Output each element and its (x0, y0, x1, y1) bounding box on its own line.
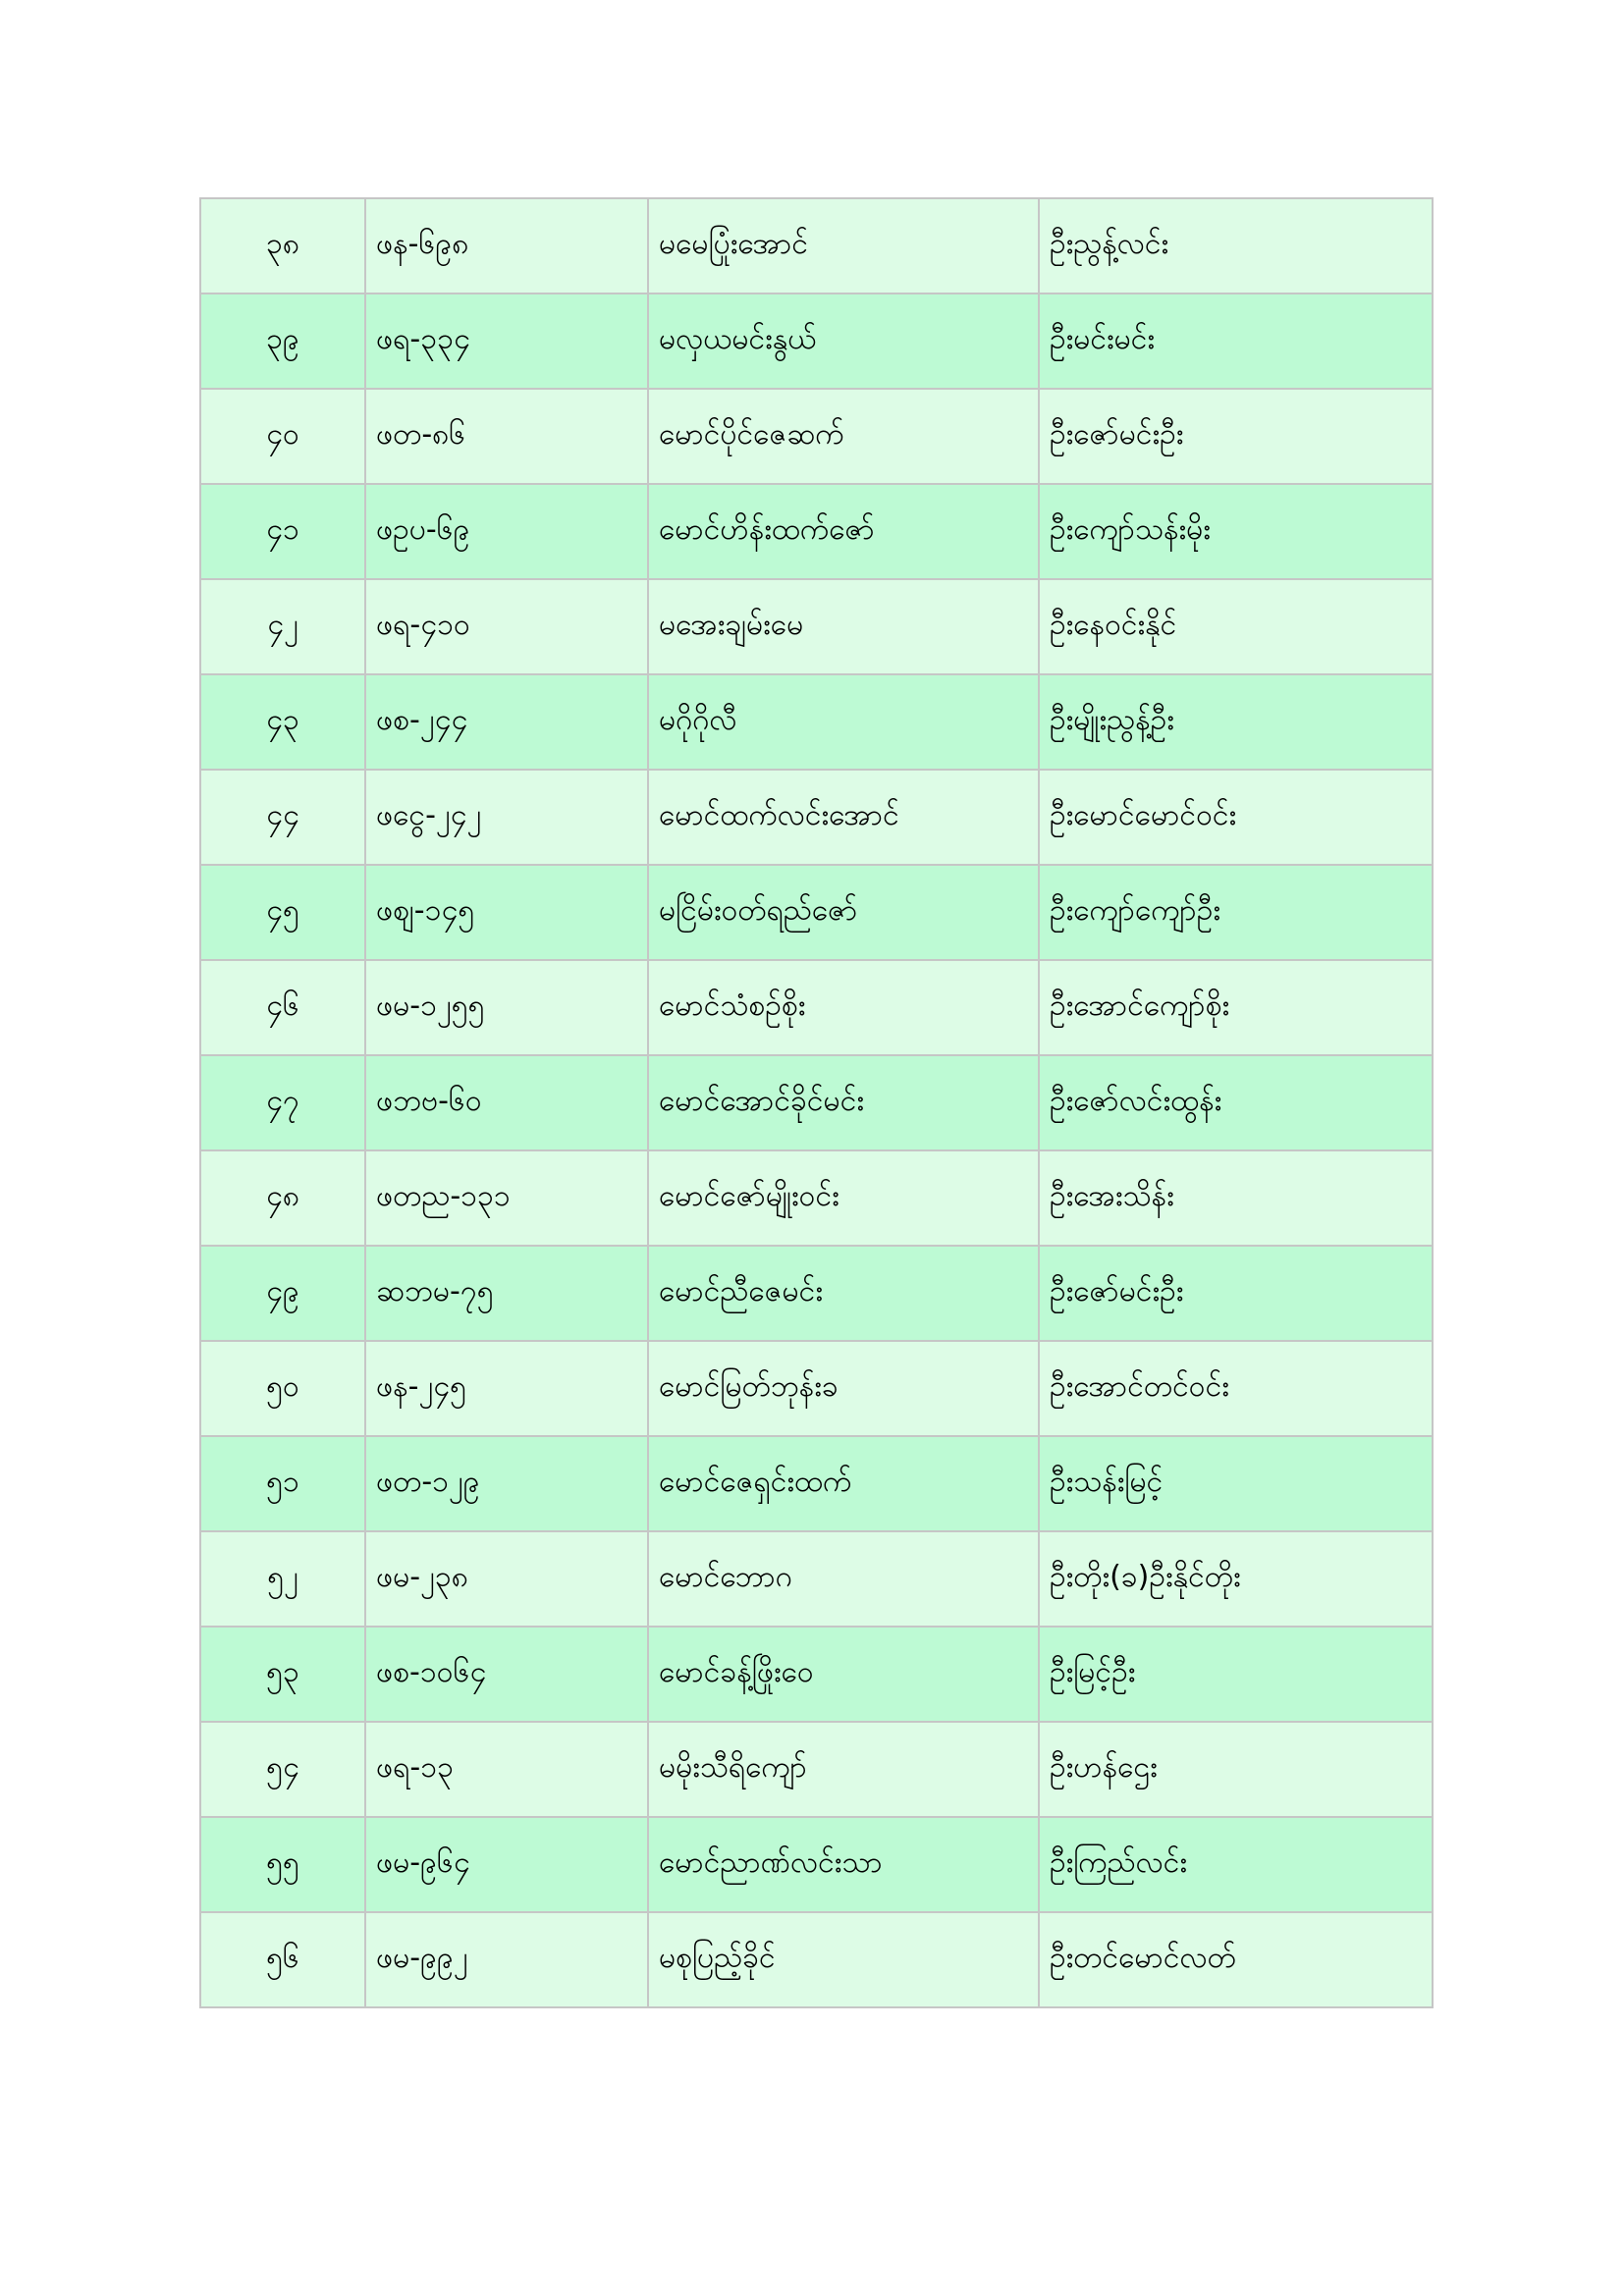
student-name-cell: မလှယမင်းနွယ် (648, 294, 1039, 389)
row-number-cell: ၃၈ (200, 198, 365, 294)
student-name-cell: မောင်ဇေရှင်းထက် (648, 1436, 1039, 1531)
father-name-cell: ဦးအေးသိန်း (1039, 1150, 1433, 1246)
registration-number-cell: ဖန-၂၄၅ (365, 1341, 648, 1436)
table-row (200, 674, 1433, 770)
student-name-cell: မောင်မြတ်ဘုန်းခ (648, 1341, 1039, 1436)
table-row (200, 1246, 1433, 1341)
table-row (200, 1722, 1433, 1817)
table-row (200, 865, 1433, 960)
registration-number-cell: ဖန-၆၉၈ (365, 198, 648, 294)
table-row (200, 1341, 1433, 1436)
student-name-cell: မောင်ဘောဂ (648, 1531, 1039, 1627)
table-row (200, 389, 1433, 484)
row-number-cell: ၄၂ (200, 579, 365, 674)
student-name-cell: မောင်ညီဇေမင်း (648, 1246, 1039, 1341)
father-name-cell: ဦးကြည်လင်း (1039, 1817, 1433, 1912)
row-number-cell: ၄၇ (200, 1055, 365, 1150)
student-name-cell: မဂိုဂိုလီ (648, 674, 1039, 770)
father-name-cell: ဦးဇော်မင်းဦး (1039, 1246, 1433, 1341)
row-number-cell: ၅၆ (200, 1912, 365, 2007)
table-row (200, 1055, 1433, 1150)
father-name-cell: ဦးသန်းမြင့် (1039, 1436, 1433, 1531)
father-name-cell: ဦးမျိုးညွန့်ဦး (1039, 674, 1433, 770)
registration-number-cell: ဖစ-၂၄၄ (365, 674, 648, 770)
row-number-cell: ၄၄ (200, 770, 365, 865)
row-number-cell: ၄၈ (200, 1150, 365, 1246)
registration-number-cell: ဖမ-၂၃၈ (365, 1531, 648, 1627)
father-name-cell: ဦးတိုး(ခ)ဦးနိုင်တိုး (1039, 1531, 1433, 1627)
registration-number-cell: ဖစျ-၁၄၅ (365, 865, 648, 960)
registration-number-cell: ဖမ-၉၉၂ (365, 1912, 648, 2007)
student-roster-table (199, 197, 1434, 2008)
row-number-cell: ၄၃ (200, 674, 365, 770)
registration-number-cell: ဖရ-၃၃၄ (365, 294, 648, 389)
row-number-cell: ၄၅ (200, 865, 365, 960)
row-number-cell: ၃၉ (200, 294, 365, 389)
student-name-cell: မောင်ဟိန်းထက်ဇော် (648, 484, 1039, 579)
student-name-cell: မမိုးသီရိကျော် (648, 1722, 1039, 1817)
student-name-cell: မစုပြည့်ခိုင် (648, 1912, 1039, 2007)
row-number-cell: ၅၀ (200, 1341, 365, 1436)
registration-number-cell: ဖရ-၄၁၀ (365, 579, 648, 674)
father-name-cell: ဦးကျော်ကျော်ဦး (1039, 865, 1433, 960)
row-number-cell: ၅၅ (200, 1817, 365, 1912)
registration-number-cell: ဖဘဗ-၆၀ (365, 1055, 648, 1150)
row-number-cell: ၄၉ (200, 1246, 365, 1341)
table-row (200, 1531, 1433, 1627)
table-row (200, 1627, 1433, 1722)
student-name-cell: မမေပြုံးအောင် (648, 198, 1039, 294)
table-row (200, 294, 1433, 389)
row-number-cell: ၄၆ (200, 960, 365, 1055)
father-name-cell: ဦးဇော်လင်းထွန်း (1039, 1055, 1433, 1150)
registration-number-cell: ဖတ-၁၂၉ (365, 1436, 648, 1531)
student-name-cell: မောင်ခန့်ဖြိုးဝေ (648, 1627, 1039, 1722)
row-number-cell: ၅၂ (200, 1531, 365, 1627)
student-name-cell: မောင်ဇော်မျိုးဝင်း (648, 1150, 1039, 1246)
row-number-cell: ၅၁ (200, 1436, 365, 1531)
registration-number-cell: ဆဘမ-၇၅ (365, 1246, 648, 1341)
father-name-cell: ဦးညွန့်လင်း (1039, 198, 1433, 294)
father-name-cell: ဦးမောင်မောင်ဝင်း (1039, 770, 1433, 865)
table-row (200, 1436, 1433, 1531)
registration-number-cell: ဖစ-၁၀၆၄ (365, 1627, 648, 1722)
father-name-cell: ဦးအောင်ကျော်စိုး (1039, 960, 1433, 1055)
student-name-cell: မအေးချမ်းမေ (648, 579, 1039, 674)
row-number-cell: ၄၀ (200, 389, 365, 484)
father-name-cell: ဦးမြင့်ဦး (1039, 1627, 1433, 1722)
student-name-cell: မောင်ညာဏ်လင်းသာ (648, 1817, 1039, 1912)
father-name-cell: ဦးတင်မောင်လတ် (1039, 1912, 1433, 2007)
registration-number-cell: ဖမ-၁၂၅၅ (365, 960, 648, 1055)
row-number-cell: ၅၃ (200, 1627, 365, 1722)
father-name-cell: ဦးဇော်မင်းဦး (1039, 389, 1433, 484)
registration-number-cell: ဖတ-၈၆ (365, 389, 648, 484)
father-name-cell: ဦးမင်းမင်း (1039, 294, 1433, 389)
row-number-cell: ၅၄ (200, 1722, 365, 1817)
table-row (200, 579, 1433, 674)
father-name-cell: ဦးနေဝင်းနိုင် (1039, 579, 1433, 674)
table-row (200, 1817, 1433, 1912)
student-name-cell: မောင်အောင်ခိုင်မင်း (648, 1055, 1039, 1150)
row-number-cell: ၄၁ (200, 484, 365, 579)
father-name-cell: ဦးအောင်တင်ဝင်း (1039, 1341, 1433, 1436)
father-name-cell: ဦးဟန်ဌေး (1039, 1722, 1433, 1817)
table-row (200, 770, 1433, 865)
father-name-cell: ဦးကျော်သန်းမိုး (1039, 484, 1433, 579)
roster-table-body (200, 198, 1433, 2007)
table-row (200, 1150, 1433, 1246)
registration-number-cell: ဖဥပ-၆၉ (365, 484, 648, 579)
registration-number-cell: ဖရ-၁၃ (365, 1722, 648, 1817)
student-name-cell: မောင်ထက်လင်းအောင် (648, 770, 1039, 865)
table-row (200, 960, 1433, 1055)
student-name-cell: မောင်ပိုင်ဇေဆက် (648, 389, 1039, 484)
table-row (200, 1912, 1433, 2007)
registration-number-cell: ဖငွေ-၂၄၂ (365, 770, 648, 865)
registration-number-cell: ဖမ-၉၆၄ (365, 1817, 648, 1912)
student-name-cell: မောင်သံစဉ်စိုး (648, 960, 1039, 1055)
student-name-cell: မငြိမ်းဝတ်ရည်ဇော် (648, 865, 1039, 960)
table-row (200, 198, 1433, 294)
registration-number-cell: ဖတည-၁၃၁ (365, 1150, 648, 1246)
table-row (200, 484, 1433, 579)
